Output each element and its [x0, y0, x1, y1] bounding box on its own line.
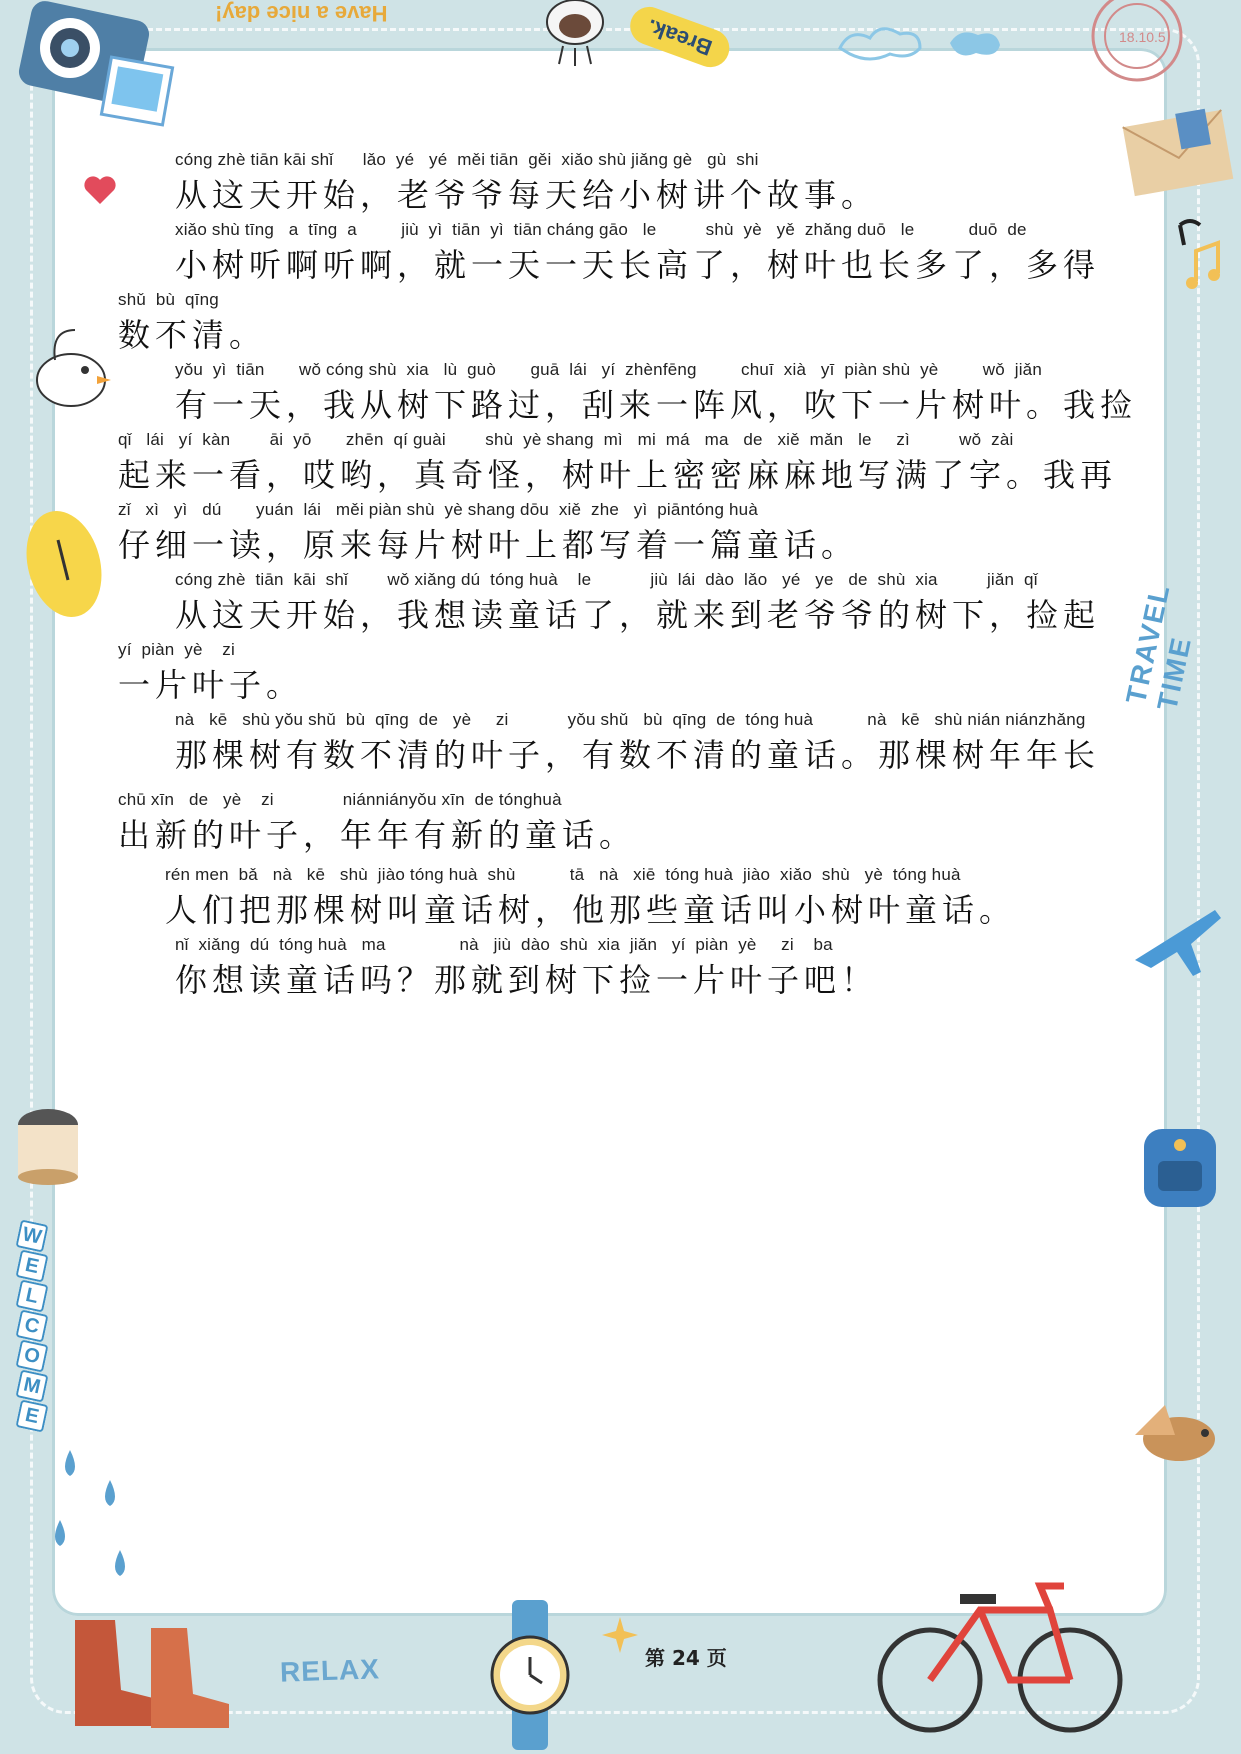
- welcome-letter: O: [15, 1339, 48, 1372]
- story-line: [118, 790, 636, 856]
- pinyin-line: yí piàn yè zi: [118, 640, 235, 659]
- page-number: 第 24 页: [645, 1646, 727, 1670]
- story-line: [165, 865, 1016, 931]
- pinyin-line: nà kē shù yǒu shǔ bù qīng de yè zi yǒu shǔ bù qīng de tóng huà nà kē shù nián niánzhǎng: [175, 710, 1086, 729]
- svg-text:18.10.5: 18.10.5: [1119, 29, 1166, 45]
- star-icon: [600, 1615, 640, 1655]
- welcome-vertical-letters: [18, 1220, 52, 1432]
- welcome-letter: C: [15, 1309, 48, 1342]
- hanzi-line: 起来一看，哎哟，真奇怪，树叶上密密麻麻地写满了字。我再: [118, 456, 1118, 494]
- hanzi-line: 仔细一读，原来每片树叶上都写着一篇童话。: [118, 526, 859, 564]
- hanzi-line: 出新的叶子，年年有新的童话。: [118, 816, 637, 854]
- hanzi-line: 人们把那棵树叫童话树，他那些童话叫小树叶童话。: [165, 891, 1017, 929]
- travel-time-text: TRAVEL TIME: [1120, 581, 1198, 714]
- pinyin-line: xiǎo shù tīng a tīng a jiù yì tiān yì tiān cháng gāo le shù yè yě zhǎng duō le duō de: [175, 220, 1027, 239]
- welcome-letter: L: [15, 1279, 48, 1312]
- welcome-letter: W: [15, 1219, 48, 1252]
- camera-icon: [10, 0, 180, 140]
- bird-icon: [25, 320, 115, 430]
- story-line: [118, 640, 303, 706]
- break-tag: Break.: [625, 1, 735, 72]
- welcome-letter: E: [15, 1249, 48, 1282]
- pinyin-line: cóng zhè tiān kāi shǐ wǒ xiǎng dú tóng huà le jiù lái dào lǎo yé ye de shù xia jiǎn qǐ: [175, 570, 1038, 589]
- welcome-letter: E: [15, 1399, 48, 1432]
- story-line: [175, 935, 878, 1001]
- hanzi-line: 数不清。: [118, 316, 267, 354]
- pinyin-line: shǔ bù qīng: [118, 290, 219, 309]
- story-line: [118, 430, 1117, 496]
- story-line: [175, 710, 1100, 776]
- hanzi-line: 那棵树有数不清的叶子，有数不清的童话。那棵树年年长: [175, 736, 1101, 774]
- pinyin-line: qǐ lái yí kàn āi yō zhēn qí guài shù yè shang mì mi má ma de xiě mǎn le zì wǒ zài: [118, 430, 1014, 449]
- relax-text: RELAX: [279, 1653, 381, 1688]
- pinyin-line: nǐ xiǎng dú tóng huà ma nà jiù dào shù xia jiǎn yí piàn yè zi ba: [175, 935, 833, 954]
- story-line: [118, 500, 858, 566]
- story-line: [175, 150, 878, 216]
- pinyin-line: zǐ xì yì dú yuán lái měi piàn shù yè shang dōu xiě zhe yì piāntóng huà: [118, 500, 758, 519]
- coffee-cup-icon: [0, 1095, 90, 1185]
- heart-icon: [80, 170, 120, 210]
- hanzi-line: 有一天，我从树下路过，刮来一阵风，吹下一片树叶。我捡: [175, 386, 1138, 424]
- pinyin-line: rén men bǎ nà kē shù jiào tóng huà shù tā nà xiē tóng huà jiào xiǎo shù yè tóng huà: [165, 865, 961, 884]
- backpack-icon: [1130, 1105, 1230, 1215]
- airplane-icon: [1125, 890, 1225, 980]
- top-banner-text: Have a nice day!: [215, 1, 388, 26]
- sparrow-icon: [1125, 1395, 1235, 1475]
- hanzi-line: 你想读童话吗？那就到树下捡一片叶子吧！: [175, 961, 879, 999]
- raindrop-icon: [30, 1440, 150, 1610]
- pinyin-line: chū xīn de yè zi niánniányǒu xīn de tónghuà: [118, 790, 562, 809]
- hanzi-line: 小树听啊听啊，就一天一天长高了，树叶也长多了，多得: [175, 246, 1101, 284]
- watch-icon: [470, 1600, 590, 1750]
- hanzi-line: 从这天开始，我想读童话了，就来到老爷爷的树下，捡起: [175, 596, 1101, 634]
- postmark-stamp-icon: [1075, 0, 1195, 100]
- lemon-icon: [18, 500, 108, 630]
- bicycle-icon: [870, 1570, 1130, 1740]
- cloud-icon: [830, 18, 1030, 68]
- pinyin-line: yǒu yì tiān wǒ cóng shù xia lù guò guā lái yí zhènfēng chuī xià yī piàn shù yè wǒ jiǎn: [175, 360, 1042, 379]
- boots-icon: [55, 1600, 235, 1740]
- pinyin-line: cóng zhè tiān kāi shǐ lǎo yé yé měi tiān gěi xiǎo shù jiǎng gè gù shi: [175, 150, 759, 169]
- story-line: [118, 290, 266, 356]
- hanzi-line: 从这天开始，老爷爷每天给小树讲个故事。: [175, 176, 879, 214]
- story-line: [175, 360, 1137, 426]
- hanzi-line: 一片叶子。: [118, 666, 304, 704]
- music-note-icon: [1160, 205, 1230, 325]
- lightbulb-icon: [535, 0, 615, 70]
- envelope-icon: [1120, 100, 1240, 210]
- story-line: [175, 220, 1100, 286]
- welcome-letter: M: [15, 1369, 48, 1402]
- story-line: [175, 570, 1100, 636]
